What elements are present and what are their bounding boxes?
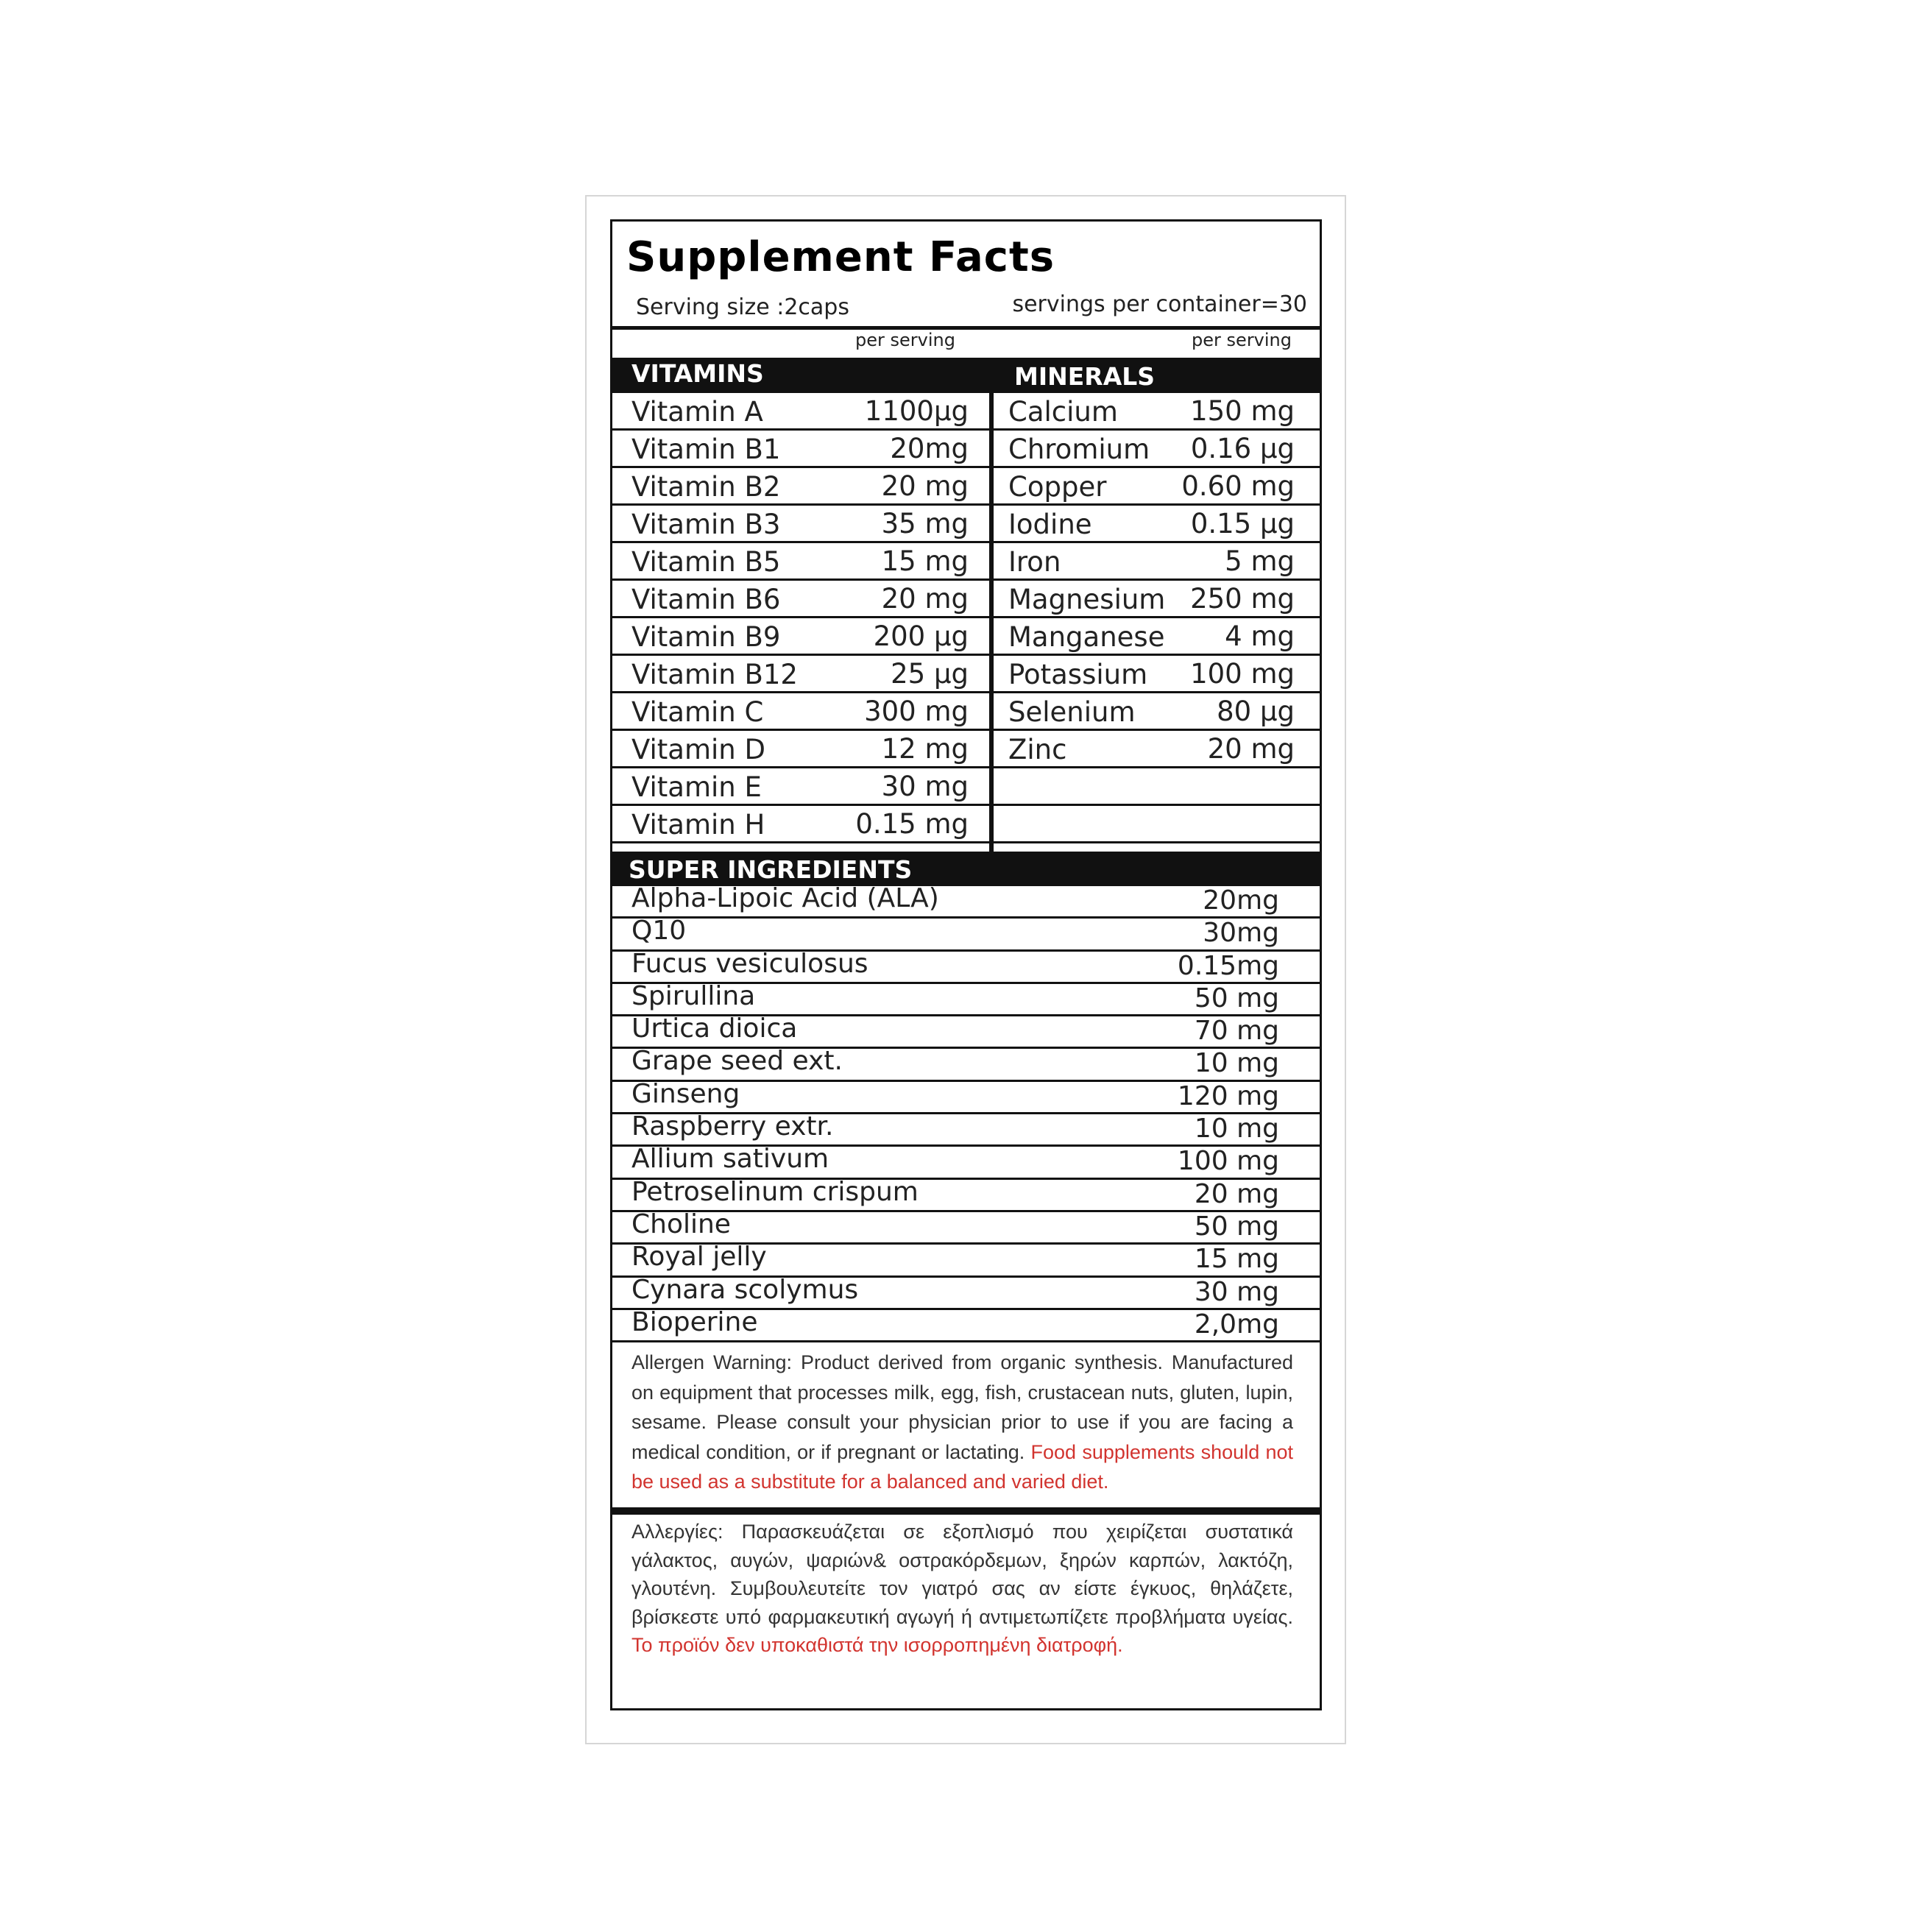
minerals-header: MINERALS [989, 358, 1320, 393]
ingredient-name: Vitamin D [631, 734, 765, 765]
ingredient-name: Vitamin B6 [631, 584, 781, 615]
mineral-row [994, 656, 1320, 693]
vitamins-list [612, 393, 989, 843]
ingredient-name: Alpha-Lipoic Acid (ALA) [631, 883, 939, 913]
ingredient-amount: 12 mg [881, 733, 969, 765]
super-ingredient-row [612, 980, 1320, 1016]
ingredient-amount: 70 mg [1194, 1016, 1279, 1047]
allergen-en-text: Allergen Warning: Product derived from organic synthesis. Manufactured on equipment that processes milk, egg, fish, crustacean nuts, gluten, lupin, sesame. Please consult your physician prior to use if you are facing a medical condition, or if pregnant or lactating. [631, 1351, 1293, 1463]
ingredient-name: Magnesium [1008, 584, 1166, 615]
vitamin-row [612, 581, 989, 618]
super-ingredient-row [612, 1046, 1320, 1081]
per-serving-label-left: per serving [855, 330, 955, 350]
ingredient-amount: 300 mg [864, 696, 969, 727]
ingredient-amount: 80 μg [1217, 696, 1295, 727]
ingredient-amount: 0.15 μg [1190, 508, 1295, 539]
ingredient-amount: 5 mg [1225, 545, 1295, 577]
mineral-row [994, 731, 1320, 768]
ingredient-name: Vitamin B2 [631, 471, 781, 503]
ingredient-amount: 2,0mg [1194, 1309, 1279, 1340]
vitamin-row [612, 768, 989, 806]
ingredient-amount: 0.16 μg [1190, 433, 1295, 464]
ingredient-amount: 10 mg [1194, 1114, 1279, 1144]
super-ingredient-row [612, 1078, 1320, 1114]
ingredient-amount: 250 mg [1190, 583, 1295, 615]
ingredient-amount: 100 mg [1177, 1146, 1279, 1177]
ingredient-amount: 120 mg [1177, 1080, 1279, 1111]
serving-size: Serving size :2caps [636, 294, 849, 320]
ingredient-amount: 1100μg [864, 395, 969, 427]
ingredient-name: Potassium [1008, 659, 1148, 690]
mineral-row [994, 693, 1320, 731]
ingredient-name: Vitamin E [631, 771, 762, 803]
super-ingredient-row [612, 948, 1320, 984]
mineral-row [994, 431, 1320, 468]
ingredient-name: Vitamin B1 [631, 434, 781, 465]
ingredient-name: Copper [1008, 471, 1107, 503]
vitamin-row [612, 656, 989, 693]
ingredient-name: Grape seed ext. [631, 1046, 843, 1077]
ingredient-amount: 20mg [890, 433, 969, 464]
vitamin-row [612, 468, 989, 506]
ingredient-name: Vitamin A [631, 396, 763, 428]
page-title: Supplement Facts [626, 233, 1055, 281]
vitamin-row [612, 806, 989, 843]
mineral-row [994, 768, 1320, 806]
vitamin-row [612, 506, 989, 543]
servings-per-container: servings per container=30 [1012, 291, 1307, 317]
ingredient-amount: 100 mg [1190, 658, 1295, 690]
mineral-row [994, 393, 1320, 431]
section-rule [612, 1507, 1320, 1515]
ingredient-amount: 30 mg [881, 771, 969, 802]
ingredient-amount: 4 mg [1225, 620, 1295, 652]
ingredient-name: Royal jelly [631, 1242, 767, 1273]
ingredient-amount: 0.60 mg [1181, 470, 1295, 502]
vitamin-row [612, 543, 989, 581]
mineral-row [994, 806, 1320, 843]
ingredient-name: Iron [1008, 546, 1061, 578]
ingredient-amount: 15 mg [1194, 1244, 1279, 1275]
ingredient-amount: 20 mg [1207, 733, 1295, 765]
allergen-en-red-text: Food supplements should not be used as a substitute for a balanced and varied diet. [631, 1440, 1293, 1493]
super-ingredient-row [612, 1111, 1320, 1147]
ingredient-name: Allium sativum [631, 1144, 829, 1175]
ingredient-amount: 20 mg [881, 583, 969, 615]
ingredient-amount: 50 mg [1194, 1211, 1279, 1242]
ingredient-name: Vitamin C [631, 696, 764, 728]
supplement-facts-panel [610, 219, 1322, 1710]
allergen-gr-text: Αλλεργίες: Παρασκευάζεται σε εξοπλισμό που χειρίζεται συστατικά γάλακτος, αυγών, ψαριών& οστρακόρδεμων, ξηρών καρπών, λακτόζη, γλουτένη. Συμβουλευτείτε τον γιατρό σας αν είστε έγκυος, θηλάζετε, βρίσκεστε υπό φαρμακευτική αγωγή ή αντιμετωπίζετε προβλήματα υγείας. [631, 1521, 1293, 1628]
super-ingredient-row [612, 1013, 1320, 1049]
ingredient-name: Vitamin B3 [631, 509, 781, 540]
ingredient-name: Cynara scolymus [631, 1274, 859, 1305]
super-ingredient-row [612, 1144, 1320, 1179]
minerals-list [994, 393, 1320, 843]
ingredient-name: Ginseng [631, 1078, 740, 1109]
super-ingredients-header: SUPER INGREDIENTS [612, 852, 1320, 886]
mineral-row [994, 543, 1320, 581]
super-ingredient-row [612, 1274, 1320, 1310]
ingredient-amount: 25 μg [891, 658, 969, 690]
vitamin-row [612, 431, 989, 468]
ingredient-amount: 20mg [1203, 885, 1279, 916]
ingredient-name: Zinc [1008, 734, 1067, 765]
super-ingredient-row [612, 1306, 1320, 1342]
ingredient-name: Calcium [1008, 396, 1118, 428]
ingredient-amount: 20 mg [1194, 1178, 1279, 1209]
ingredient-name: Fucus vesiculosus [631, 948, 868, 979]
ingredient-amount: 150 mg [1190, 395, 1295, 427]
allergen-gr-red-text: Το προϊόν δεν υποκαθιστά την ισορροπημένη διατροφή. [631, 1634, 1123, 1656]
super-ingredient-row [612, 1176, 1320, 1212]
mineral-row [994, 618, 1320, 656]
ingredient-name: Choline [631, 1209, 731, 1239]
ingredient-amount: 30 mg [1194, 1276, 1279, 1307]
ingredient-name: Vitamin B5 [631, 546, 781, 578]
ingredient-amount: 15 mg [881, 545, 969, 577]
vitamins-header: VITAMINS [612, 358, 989, 393]
allergen-warning-gr [631, 1518, 1293, 1660]
mineral-row [994, 468, 1320, 506]
vitamin-row [612, 393, 989, 431]
ingredient-name: Vitamin B12 [631, 659, 798, 690]
vitamin-row [612, 693, 989, 731]
ingredient-name: Manganese [1008, 621, 1165, 653]
vitamin-row [612, 618, 989, 656]
super-ingredient-row [612, 1209, 1320, 1245]
super-ingredient-row [612, 916, 1320, 951]
ingredient-amount: 30mg [1203, 918, 1279, 949]
ingredient-amount: 200 μg [873, 620, 969, 652]
ingredient-amount: 20 mg [881, 470, 969, 502]
ingredient-amount: 10 mg [1194, 1048, 1279, 1079]
ingredient-amount: 50 mg [1194, 983, 1279, 1013]
allergen-warning-en [631, 1348, 1293, 1497]
ingredient-name: Selenium [1008, 696, 1136, 728]
ingredient-amount: 35 mg [881, 508, 969, 539]
per-serving-label-right: per serving [1192, 330, 1292, 350]
ingredient-name: Q10 [631, 916, 687, 946]
ingredient-name: Vitamin H [631, 809, 765, 841]
super-ingredients-list [612, 883, 1320, 1342]
ingredient-amount: 0.15mg [1177, 950, 1279, 981]
ingredient-name: Chromium [1008, 434, 1150, 465]
ingredient-name: Raspberry extr. [631, 1111, 834, 1142]
ingredient-amount: 0.15 mg [855, 808, 969, 840]
mineral-row [994, 581, 1320, 618]
ingredient-name: Petroselinum crispum [631, 1176, 919, 1207]
ingredient-name: Spirullina [631, 980, 756, 1011]
ingredient-name: Vitamin B9 [631, 621, 781, 653]
ingredient-name: Bioperine [631, 1306, 758, 1337]
super-ingredient-row [612, 1242, 1320, 1277]
ingredient-name: Iodine [1008, 509, 1092, 540]
vitamin-row [612, 731, 989, 768]
ingredient-name: Urtica dioica [631, 1013, 798, 1044]
mineral-row [994, 506, 1320, 543]
super-ingredient-row [612, 883, 1320, 919]
